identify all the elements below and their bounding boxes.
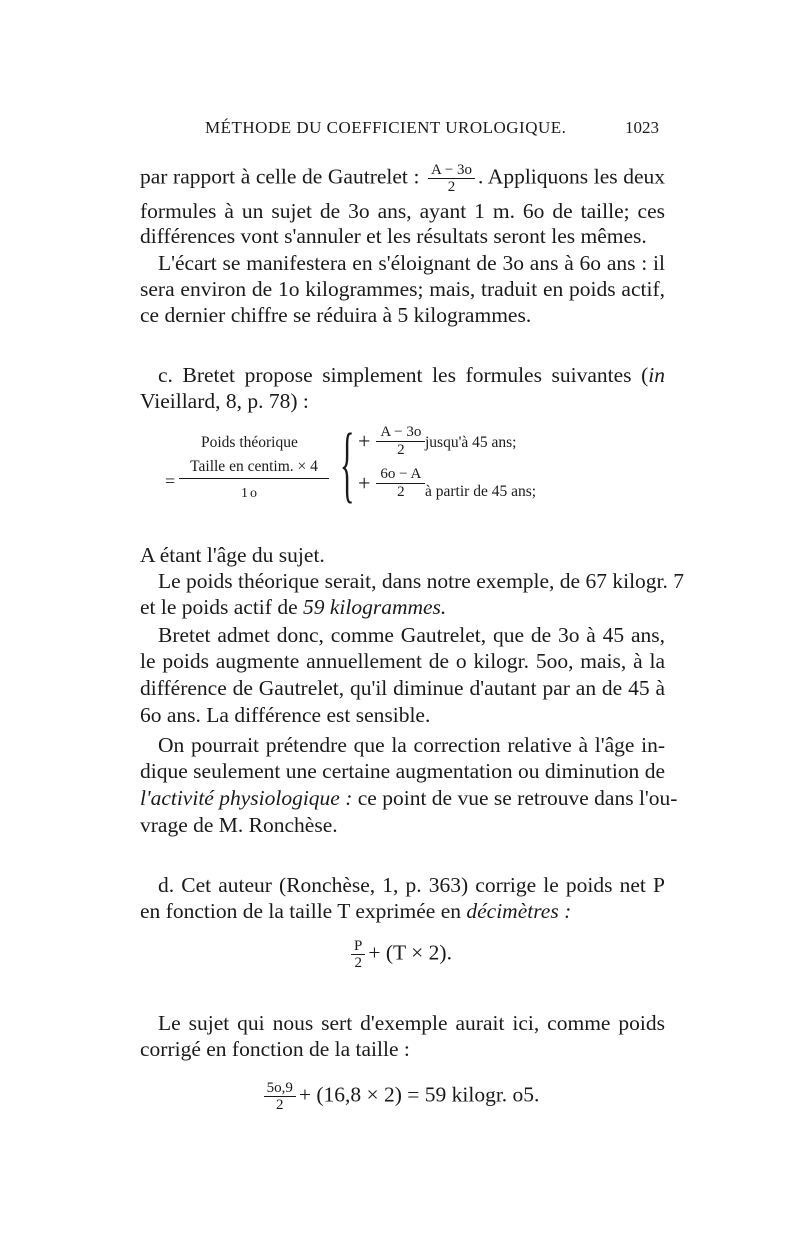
fraction xyxy=(351,938,365,971)
fraction-numerator: A − 3o xyxy=(428,162,475,179)
plus-sign: + xyxy=(358,428,371,454)
running-title: MÉTHODE DU COEFFICIENT UROLOGIQUE. xyxy=(205,118,567,137)
text-span: c. Bretet propose simplement les formules suivantes ( xyxy=(158,363,649,387)
text-span: en fonction de la taille T exprimée en xyxy=(140,899,467,923)
text-span: et le poids actif de xyxy=(140,595,303,619)
fraction-denominator: 2 xyxy=(275,1097,284,1113)
page-number: 1023 xyxy=(625,118,659,137)
example-formula xyxy=(0,1080,800,1113)
text-line: Le sujet qui nous sert d'exemple aurait ici, comme poids xyxy=(158,1011,665,1035)
text-line: sera environ de 1o kilogrammes; mais, traduit en poids actif, xyxy=(140,277,665,301)
text-line: le poids augmente annuellement de o kilogr. 5oo, mais, à la xyxy=(140,649,665,673)
fraction-denominator: 2 xyxy=(397,442,405,458)
fraction xyxy=(264,1080,296,1113)
text-span: décimètres : xyxy=(466,899,572,923)
text-line: différences vont s'annuler et les résultats seront les mêmes. xyxy=(140,224,647,248)
formula-case-2 xyxy=(358,466,425,501)
text-span: l'activité physiologique : xyxy=(140,786,353,810)
bretet-formula xyxy=(165,415,645,515)
text-line: A étant l'âge du sujet. xyxy=(140,543,325,567)
text-line: dique seulement une certaine augmentation ou diminution de xyxy=(140,759,665,783)
fraction-denominator: 2 xyxy=(354,955,362,971)
text-line: 6o ans. La différence est sensible. xyxy=(140,703,431,727)
text-line: différence de Gautrelet, qu'il diminue d'autant par an de 45 à xyxy=(140,676,665,700)
text-span: . Appliquons les deux xyxy=(478,164,665,189)
text-line: d. Cet auteur (Ronchèse, 1, p. 363) corrige le poids net P xyxy=(158,873,665,897)
text-span: 59 kilogrammes. xyxy=(302,595,447,619)
fraction xyxy=(376,424,425,459)
text-line: Vieillard, 8, p. 78) : xyxy=(140,389,309,413)
text-line: corrigé en fonction de la taille : xyxy=(140,1037,410,1061)
formula-condition: jusqu'à 45 ans; xyxy=(425,434,517,451)
text-line: ce dernier chiffre se réduira à 5 kilogrammes. xyxy=(140,303,532,327)
plus-sign: + xyxy=(358,470,371,496)
fraction-numerator: P xyxy=(351,938,365,955)
text-line: Le poids théorique serait, dans notre exemple, de 67 kilogr. 7 xyxy=(158,569,685,593)
text-line: formules à un sujet de 3o ans, ayant 1 m. 6o de taille; ces xyxy=(140,199,665,223)
text-span: par rapport à celle de Gautrelet : xyxy=(140,164,420,189)
left-brace: { xyxy=(340,415,355,511)
fraction-numerator: 6o − A xyxy=(376,466,425,484)
formula-text: Taille en centim. × 4 xyxy=(179,458,329,479)
fraction-numerator: 5o,9 xyxy=(264,1080,296,1097)
text-line: vrage de M. Ronchèse. xyxy=(140,813,338,837)
text-line xyxy=(140,785,678,811)
equals-sign: = xyxy=(165,471,176,491)
fraction-denominator: 2 xyxy=(447,179,456,195)
text-line: L'écart se manifestera en s'éloignant de 3o ans à 6o ans : il xyxy=(158,251,665,275)
fraction xyxy=(376,466,425,501)
formula-case-1 xyxy=(358,424,425,459)
text-line xyxy=(140,162,665,195)
formula-text: Poids théorique xyxy=(201,434,298,451)
formula-text: + (T × 2). xyxy=(368,940,452,965)
formula-condition: à partir de 45 ans; xyxy=(425,483,537,500)
text-line xyxy=(158,362,665,388)
text-span: ce point de vue se retrouve dans l'ou- xyxy=(352,786,678,810)
formula-denominator: 1o xyxy=(241,486,259,501)
text-span: in xyxy=(648,363,665,387)
text-line: On pourrait prétendre que la correction relative à l'âge in- xyxy=(158,733,665,757)
fraction-denominator: 2 xyxy=(397,484,405,500)
text-line xyxy=(140,594,665,620)
text-line: Bretet admet donc, comme Gautrelet, que de 3o à 45 ans, xyxy=(158,623,665,647)
ronchese-formula xyxy=(0,938,800,971)
text-line xyxy=(140,898,665,924)
fraction-numerator: A − 3o xyxy=(376,424,425,442)
fraction xyxy=(428,162,475,195)
formula-text: + (16,8 × 2) = 59 kilogr. o5. xyxy=(298,1082,540,1107)
